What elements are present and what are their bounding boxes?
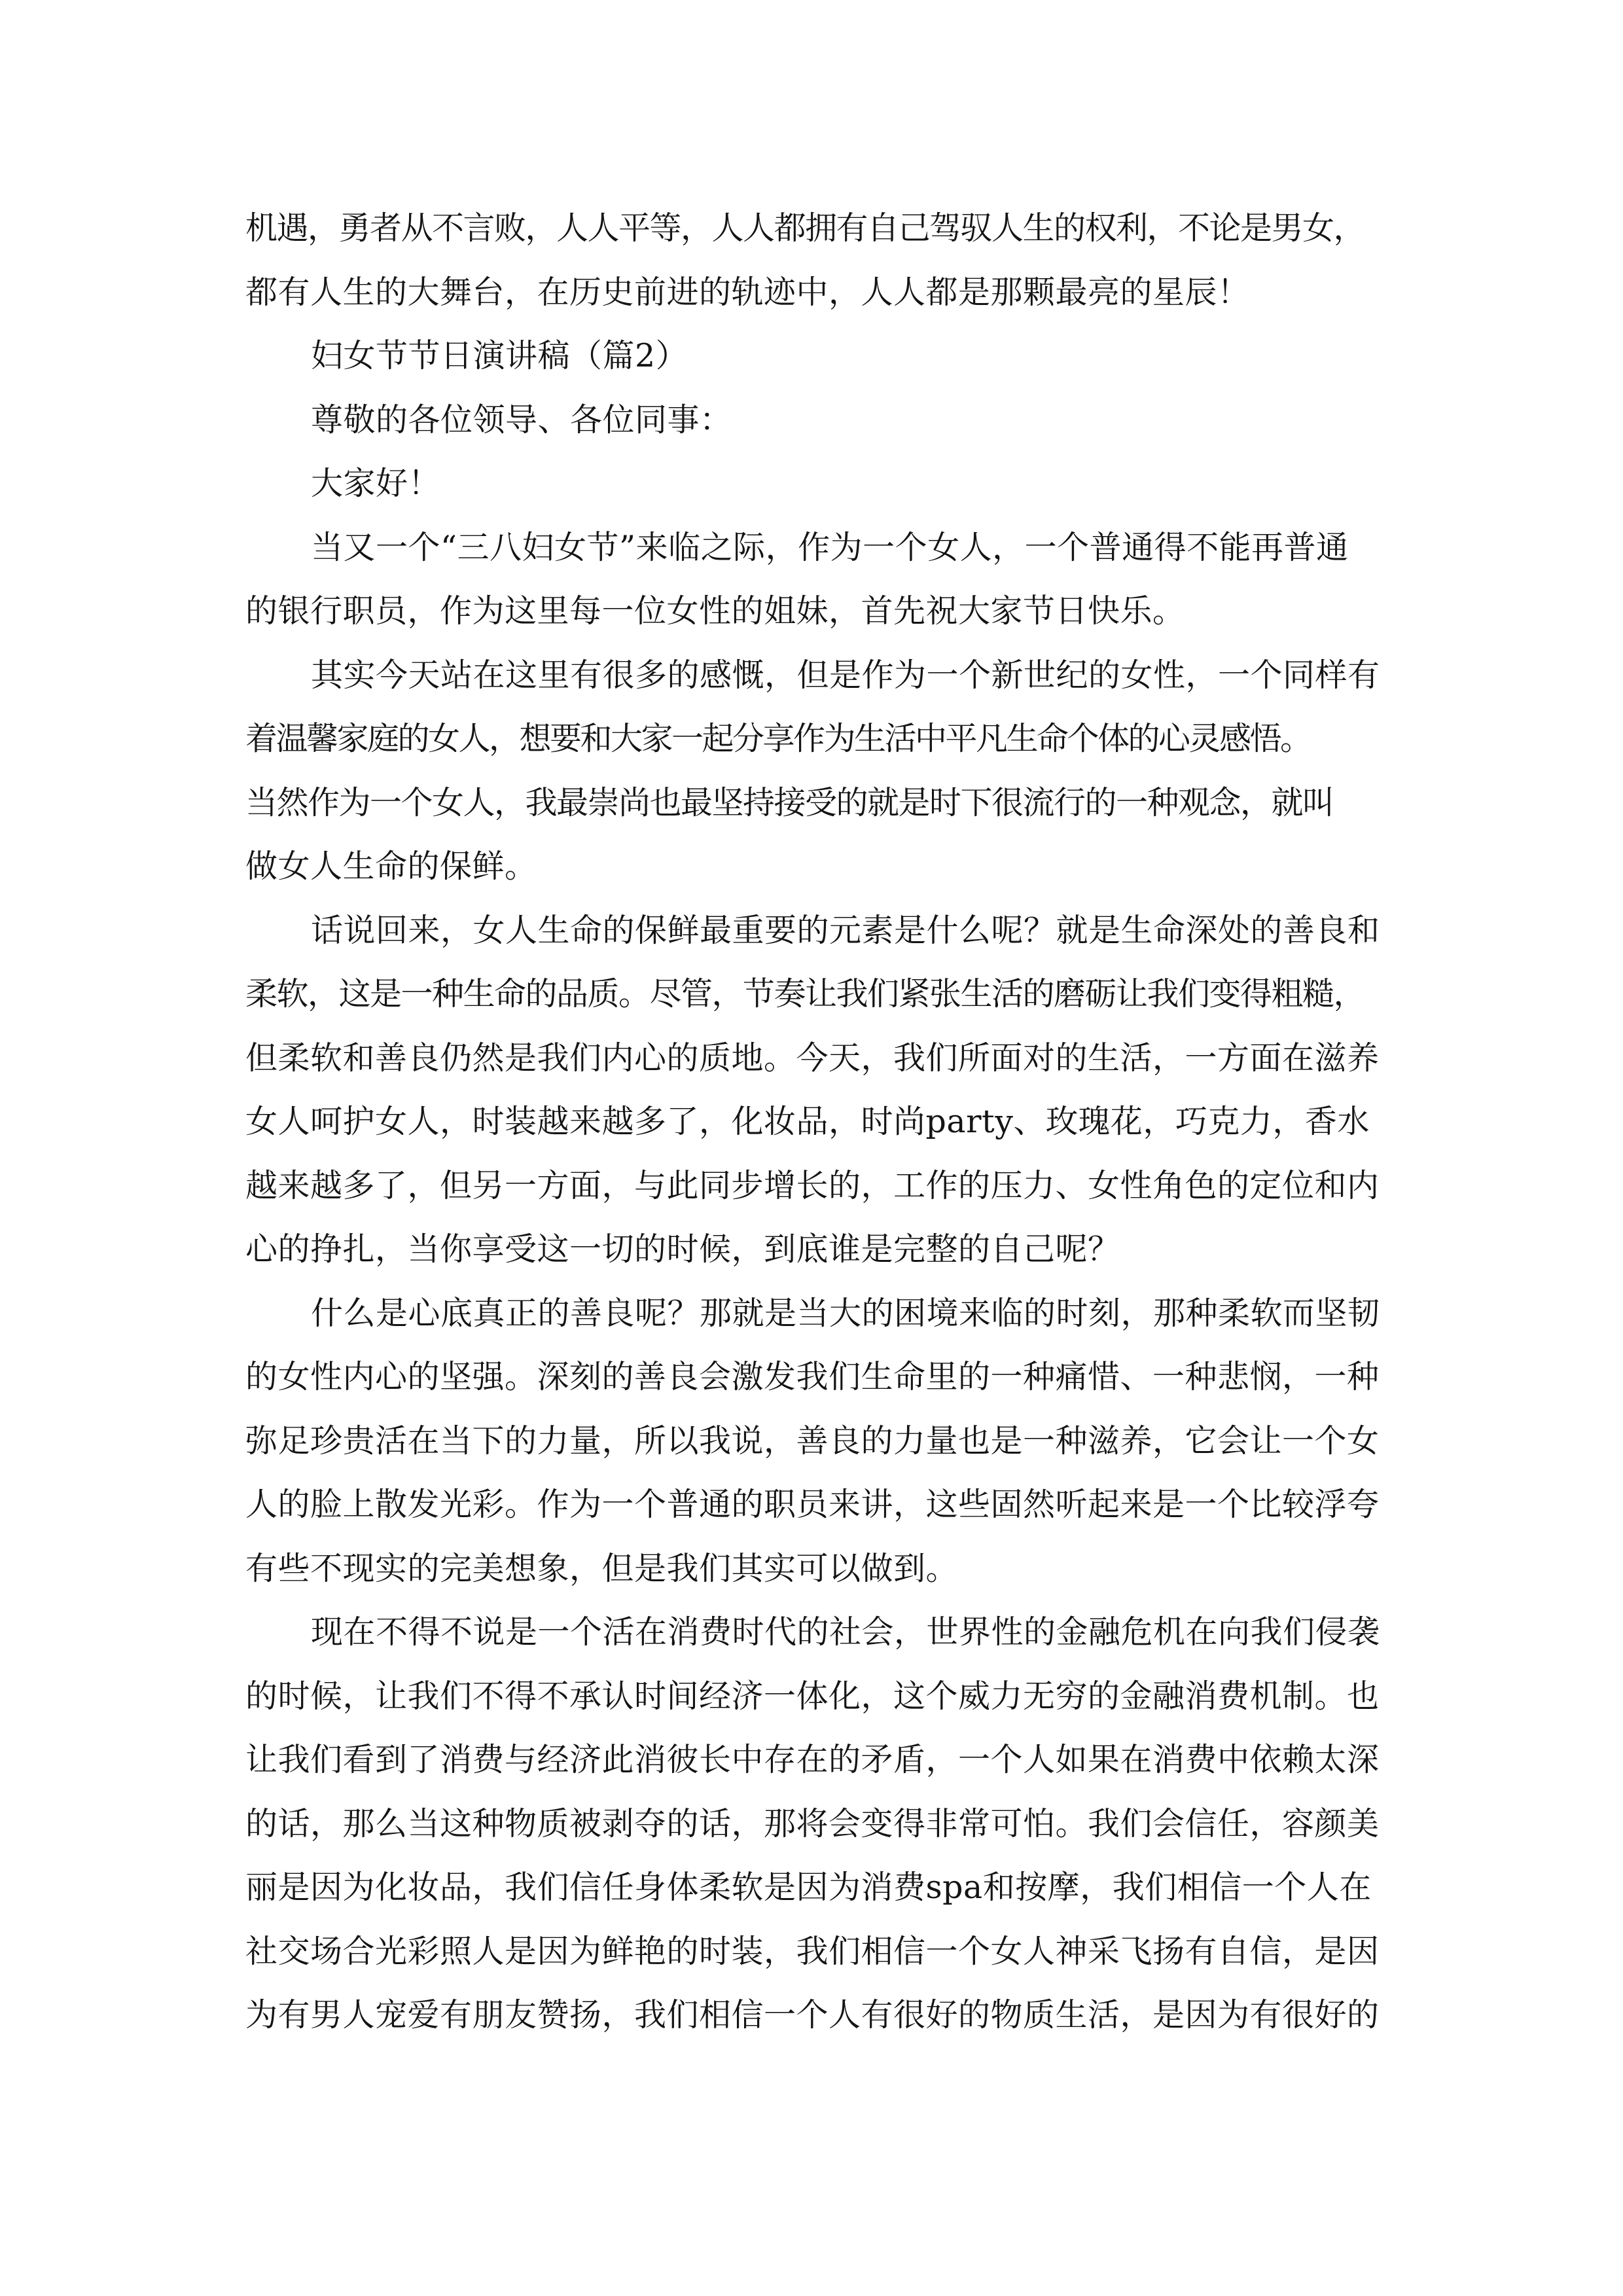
text-line: 的女性内心的坚强。深刻的善良会激发我们生命里的一种痛惜、一种悲悯，一种 bbox=[245, 1358, 1380, 1395]
text-line: 弥足珍贵活在当下的力量，所以我说，善良的力量也是一种滋养，它会让一个女 bbox=[245, 1422, 1380, 1460]
text-line: 机遇，勇者从不言败，人人平等，人人都拥有自己驾驭人生的权利，不论是男女， bbox=[245, 209, 1365, 247]
section-heading: 妇女节节日演讲稿（篇2） bbox=[311, 337, 688, 374]
text-line: 丽是因为化妆品，我们信任身体柔软是因为消费spa和按摩，我们相信一个人在 bbox=[245, 1869, 1372, 1906]
text-line: 现在不得不说是一个活在消费时代的社会，世界性的金融危机在向我们侵袭 bbox=[311, 1613, 1380, 1651]
text-line: 做女人生命的保鲜。 bbox=[245, 848, 537, 885]
text-line: 当又一个“三八妇女节”来临之际，作为一个女人，一个普通得不能再普通 bbox=[311, 528, 1349, 566]
text-line: 社交场合光彩照人是因为鲜艳的时装，我们相信一个女人神采飞扬有自信，是因 bbox=[245, 1932, 1380, 1970]
text-line: 话说回来，女人生命的保鲜最重要的元素是什么呢？就是生命深处的善良和 bbox=[311, 911, 1380, 949]
text-line: 什么是心底真正的善良呢？那就是当大的困境来临的时刻，那种柔软而坚韧 bbox=[311, 1294, 1380, 1332]
text-line: 让我们看到了消费与经济此消彼长中存在的矛盾，一个人如果在消费中依赖太深 bbox=[245, 1741, 1380, 1778]
text-line: 女人呵护女人，时装越来越多了，化妆品，时尚party、玫瑰花，巧克力，香水 bbox=[245, 1103, 1370, 1140]
text-line: 人的脸上散发光彩。作为一个普通的职员来讲，这些固然听起来是一个比较浮夸 bbox=[245, 1486, 1380, 1523]
text-line: 有些不现实的完美想象，但是我们其实可以做到。 bbox=[245, 1549, 959, 1587]
text-line: 都有人生的大舞台，在历史前进的轨迹中，人人都是那颗最亮的星辰！ bbox=[245, 273, 1250, 311]
text-line: 着温馨家庭的女人，想要和大家一起分享作为生活中平凡生命个体的心灵感悟。 bbox=[245, 720, 1311, 757]
text-line: 但柔软和善良仍然是我们内心的质地。今天，我们所面对的生活，一方面在滋养 bbox=[245, 1039, 1380, 1077]
document-body bbox=[245, 196, 1397, 2047]
salutation: 尊敬的各位领导、各位同事： bbox=[311, 401, 732, 439]
text-line: 为有男人宠爱有朋友赞扬，我们相信一个人有很好的物质生活，是因为有很好的 bbox=[245, 1996, 1380, 2034]
text-line: 其实今天站在这里有很多的感慨，但是作为一个新世纪的女性，一个同样有 bbox=[311, 656, 1380, 694]
greeting: 大家好！ bbox=[311, 465, 441, 502]
text-line: 的银行职员，作为这里每一位女性的姐妹，首先祝大家节日快乐。 bbox=[245, 592, 1185, 630]
text-line: 的时候，让我们不得不承认时间经济一体化，这个威力无穷的金融消费机制。也 bbox=[245, 1677, 1380, 1715]
text-line: 越来越多了，但另一方面，与此同步增长的，工作的压力、女性角色的定位和内 bbox=[245, 1166, 1380, 1204]
text-line: 柔软，这是一种生命的品质。尽管，节奏让我们紧张生活的磨砺让我们变得粗糙， bbox=[245, 975, 1365, 1013]
text-line: 当然作为一个女人，我最崇尚也最坚持接受的就是时下很流行的一种观念，就叫 bbox=[245, 783, 1334, 821]
text-line: 的话，那么当这种物质被剥夺的话，那将会变得非常可怕。我们会信任，容颜美 bbox=[245, 1804, 1380, 1842]
text-line: 心的挣扎，当你享受这一切的时候，到底谁是完整的自己呢？ bbox=[245, 1230, 1120, 1268]
